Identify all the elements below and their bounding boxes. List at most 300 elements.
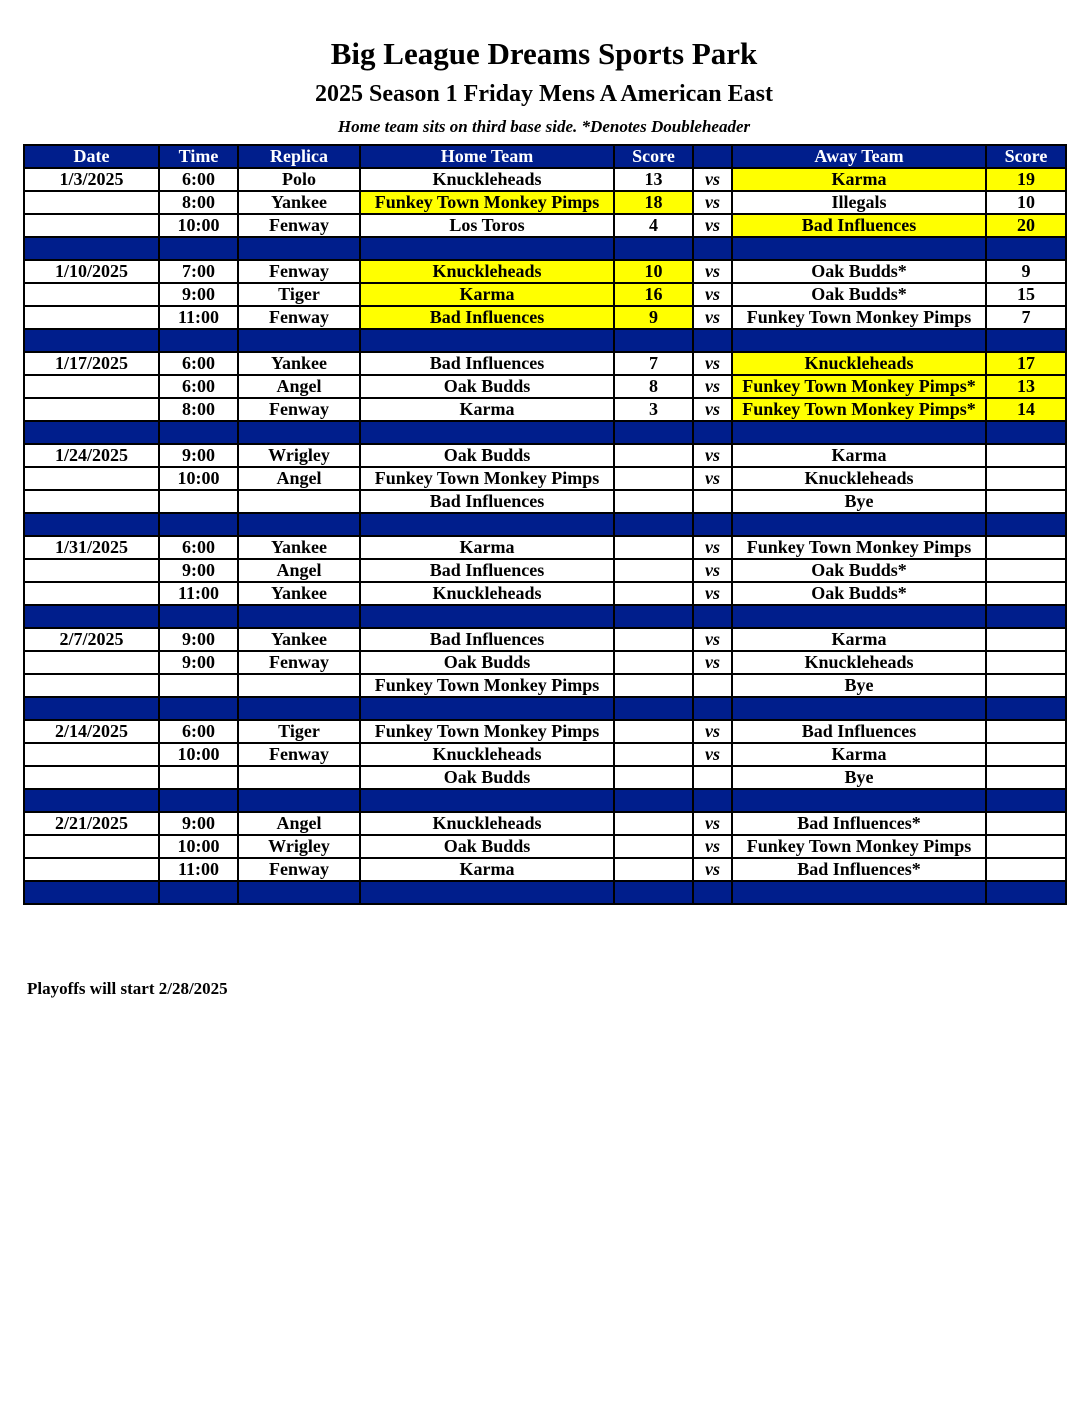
date-cell — [24, 467, 159, 490]
time-cell: 9:00 — [159, 559, 238, 582]
separator-cell — [238, 605, 360, 628]
separator-cell — [693, 513, 732, 536]
home-score-cell — [614, 674, 693, 697]
separator-cell — [360, 329, 614, 352]
separator-cell — [693, 237, 732, 260]
replica-cell — [238, 674, 360, 697]
table-row — [24, 559, 1066, 582]
separator-cell — [360, 237, 614, 260]
home-score-cell — [614, 766, 693, 789]
home-score-cell — [614, 536, 693, 559]
replica-cell: Fenway — [238, 306, 360, 329]
replica-cell: Yankee — [238, 352, 360, 375]
separator-cell — [24, 421, 159, 444]
col-header-date: Date — [24, 145, 159, 168]
table-row — [24, 467, 1066, 490]
separator-cell — [986, 605, 1066, 628]
date-cell: 1/31/2025 — [24, 536, 159, 559]
away-team-cell: Bad Influences — [732, 720, 986, 743]
away-team-cell: Karma — [732, 628, 986, 651]
separator-row — [24, 513, 1066, 536]
date-cell — [24, 582, 159, 605]
date-cell — [24, 375, 159, 398]
away-team-cell: Illegals — [732, 191, 986, 214]
home-team-cell: Oak Budds — [360, 444, 614, 467]
vs-cell: vs — [693, 743, 732, 766]
away-score-cell — [986, 490, 1066, 513]
replica-cell: Yankee — [238, 191, 360, 214]
separator-cell — [360, 421, 614, 444]
separator-cell — [614, 513, 693, 536]
separator-cell — [159, 605, 238, 628]
replica-cell: Yankee — [238, 628, 360, 651]
table-row — [24, 536, 1066, 559]
replica-cell — [238, 766, 360, 789]
home-score-cell — [614, 559, 693, 582]
separator-cell — [693, 697, 732, 720]
separator-cell — [986, 697, 1066, 720]
home-team-cell: Knuckleheads — [360, 812, 614, 835]
home-team-cell: Funkey Town Monkey Pimps — [360, 720, 614, 743]
vs-cell: vs — [693, 536, 732, 559]
separator-cell — [159, 697, 238, 720]
replica-cell: Fenway — [238, 214, 360, 237]
replica-cell: Angel — [238, 467, 360, 490]
away-score-cell: 9 — [986, 260, 1066, 283]
home-team-cell: Los Toros — [360, 214, 614, 237]
away-score-cell — [986, 812, 1066, 835]
separator-cell — [238, 421, 360, 444]
home-team-cell: Funkey Town Monkey Pimps — [360, 674, 614, 697]
separator-row — [24, 605, 1066, 628]
home-score-cell — [614, 490, 693, 513]
away-score-cell: 17 — [986, 352, 1066, 375]
away-score-cell — [986, 582, 1066, 605]
replica-cell: Wrigley — [238, 835, 360, 858]
vs-cell — [693, 490, 732, 513]
date-cell: 1/3/2025 — [24, 168, 159, 191]
time-cell — [159, 766, 238, 789]
vs-cell: vs — [693, 444, 732, 467]
table-row — [24, 283, 1066, 306]
separator-row — [24, 421, 1066, 444]
separator-cell — [986, 881, 1066, 904]
separator-cell — [732, 329, 986, 352]
time-cell: 10:00 — [159, 214, 238, 237]
table-row — [24, 628, 1066, 651]
vs-cell: vs — [693, 398, 732, 421]
home-score-cell — [614, 812, 693, 835]
away-score-cell: 14 — [986, 398, 1066, 421]
separator-cell — [360, 789, 614, 812]
time-cell: 10:00 — [159, 835, 238, 858]
vs-cell: vs — [693, 375, 732, 398]
table-row — [24, 444, 1066, 467]
separator-cell — [732, 789, 986, 812]
separator-cell — [24, 697, 159, 720]
separator-cell — [360, 881, 614, 904]
date-cell — [24, 743, 159, 766]
vs-cell: vs — [693, 835, 732, 858]
home-score-cell: 16 — [614, 283, 693, 306]
home-team-cell: Bad Influences — [360, 306, 614, 329]
home-team-cell: Knuckleheads — [360, 743, 614, 766]
home-team-cell: Knuckleheads — [360, 582, 614, 605]
away-score-cell: 7 — [986, 306, 1066, 329]
separator-cell — [693, 329, 732, 352]
home-team-cell: Bad Influences — [360, 628, 614, 651]
time-cell: 9:00 — [159, 651, 238, 674]
vs-cell: vs — [693, 720, 732, 743]
separator-cell — [614, 881, 693, 904]
separator-cell — [159, 881, 238, 904]
replica-cell: Angel — [238, 559, 360, 582]
table-row — [24, 858, 1066, 881]
col-header-away-team: Away Team — [732, 145, 986, 168]
home-team-cell: Funkey Town Monkey Pimps — [360, 467, 614, 490]
replica-cell: Yankee — [238, 582, 360, 605]
table-row — [24, 168, 1066, 191]
away-score-cell — [986, 858, 1066, 881]
date-cell — [24, 674, 159, 697]
away-score-cell — [986, 467, 1066, 490]
table-row — [24, 306, 1066, 329]
separator-row — [24, 697, 1066, 720]
date-cell: 1/24/2025 — [24, 444, 159, 467]
date-cell — [24, 858, 159, 881]
home-score-cell — [614, 858, 693, 881]
away-score-cell — [986, 835, 1066, 858]
replica-cell: Tiger — [238, 720, 360, 743]
home-score-cell: 8 — [614, 375, 693, 398]
home-score-cell: 4 — [614, 214, 693, 237]
separator-cell — [238, 789, 360, 812]
col-header-replica: Replica — [238, 145, 360, 168]
away-score-cell — [986, 651, 1066, 674]
time-cell: 9:00 — [159, 812, 238, 835]
separator-cell — [732, 421, 986, 444]
home-score-cell — [614, 743, 693, 766]
separator-cell — [614, 421, 693, 444]
separator-cell — [159, 237, 238, 260]
separator-cell — [986, 421, 1066, 444]
separator-cell — [732, 697, 986, 720]
away-team-cell: Funkey Town Monkey Pimps* — [732, 398, 986, 421]
home-team-cell: Funkey Town Monkey Pimps — [360, 191, 614, 214]
away-team-cell: Karma — [732, 444, 986, 467]
col-header-away-score: Score — [986, 145, 1066, 168]
home-score-cell: 18 — [614, 191, 693, 214]
time-cell — [159, 490, 238, 513]
separator-cell — [159, 789, 238, 812]
away-score-cell — [986, 628, 1066, 651]
home-score-cell — [614, 835, 693, 858]
time-cell: 6:00 — [159, 536, 238, 559]
date-cell: 2/14/2025 — [24, 720, 159, 743]
home-team-cell: Bad Influences — [360, 490, 614, 513]
away-team-cell: Funkey Town Monkey Pimps — [732, 536, 986, 559]
home-score-cell — [614, 720, 693, 743]
home-score-cell — [614, 628, 693, 651]
away-team-cell: Bye — [732, 674, 986, 697]
away-team-cell: Bye — [732, 766, 986, 789]
replica-cell: Fenway — [238, 260, 360, 283]
date-cell — [24, 283, 159, 306]
separator-row — [24, 881, 1066, 904]
home-team-cell: Knuckleheads — [360, 168, 614, 191]
away-team-cell: Oak Budds* — [732, 559, 986, 582]
home-team-cell: Oak Budds — [360, 651, 614, 674]
time-cell — [159, 674, 238, 697]
separator-cell — [24, 881, 159, 904]
away-team-cell: Knuckleheads — [732, 352, 986, 375]
vs-cell: vs — [693, 559, 732, 582]
home-team-cell: Oak Budds — [360, 766, 614, 789]
separator-cell — [732, 237, 986, 260]
away-score-cell: 13 — [986, 375, 1066, 398]
date-cell — [24, 306, 159, 329]
away-score-cell — [986, 720, 1066, 743]
vs-cell: vs — [693, 214, 732, 237]
table-row — [24, 720, 1066, 743]
home-team-cell: Bad Influences — [360, 559, 614, 582]
col-header-home-team: Home Team — [360, 145, 614, 168]
separator-cell — [238, 881, 360, 904]
separator-cell — [159, 421, 238, 444]
time-cell: 6:00 — [159, 352, 238, 375]
table-row — [24, 674, 1066, 697]
away-team-cell: Karma — [732, 743, 986, 766]
date-cell: 1/17/2025 — [24, 352, 159, 375]
separator-cell — [159, 329, 238, 352]
separator-cell — [732, 513, 986, 536]
time-cell: 11:00 — [159, 858, 238, 881]
schedule-note: Home team sits on third base side. *Denotes Doubleheader — [337, 117, 751, 136]
replica-cell: Fenway — [238, 858, 360, 881]
replica-cell: Angel — [238, 375, 360, 398]
separator-cell — [238, 237, 360, 260]
vs-cell: vs — [693, 306, 732, 329]
away-score-cell: 15 — [986, 283, 1066, 306]
col-header-time: Time — [159, 145, 238, 168]
date-cell — [24, 214, 159, 237]
replica-cell: Fenway — [238, 651, 360, 674]
separator-cell — [238, 513, 360, 536]
table-row — [24, 835, 1066, 858]
separator-cell — [24, 329, 159, 352]
separator-cell — [24, 605, 159, 628]
away-score-cell — [986, 674, 1066, 697]
away-team-cell: Bad Influences — [732, 214, 986, 237]
replica-cell: Wrigley — [238, 444, 360, 467]
table-row — [24, 812, 1066, 835]
away-team-cell: Oak Budds* — [732, 582, 986, 605]
replica-cell — [238, 490, 360, 513]
separator-cell — [24, 789, 159, 812]
date-cell — [24, 191, 159, 214]
separator-cell — [238, 697, 360, 720]
date-cell: 2/7/2025 — [24, 628, 159, 651]
away-team-cell: Funkey Town Monkey Pimps — [732, 835, 986, 858]
replica-cell: Tiger — [238, 283, 360, 306]
schedule-table — [23, 144, 1067, 905]
home-team-cell: Knuckleheads — [360, 260, 614, 283]
separator-cell — [693, 421, 732, 444]
away-score-cell — [986, 536, 1066, 559]
col-header-vs — [693, 145, 732, 168]
time-cell: 8:00 — [159, 398, 238, 421]
table-row — [24, 352, 1066, 375]
separator-cell — [614, 329, 693, 352]
vs-cell — [693, 674, 732, 697]
away-team-cell: Karma — [732, 168, 986, 191]
table-row — [24, 490, 1066, 513]
separator-cell — [693, 605, 732, 628]
away-team-cell: Oak Budds* — [732, 283, 986, 306]
away-score-cell — [986, 444, 1066, 467]
vs-cell: vs — [693, 582, 732, 605]
time-cell: 6:00 — [159, 720, 238, 743]
separator-cell — [360, 697, 614, 720]
table-row — [24, 743, 1066, 766]
home-score-cell: 9 — [614, 306, 693, 329]
table-row — [24, 651, 1066, 674]
separator-row — [24, 329, 1066, 352]
vs-cell: vs — [693, 283, 732, 306]
away-team-cell: Knuckleheads — [732, 651, 986, 674]
col-header-home-score: Score — [614, 145, 693, 168]
separator-cell — [614, 789, 693, 812]
home-score-cell: 3 — [614, 398, 693, 421]
table-row — [24, 766, 1066, 789]
away-team-cell: Bad Influences* — [732, 812, 986, 835]
date-cell — [24, 835, 159, 858]
separator-cell — [614, 237, 693, 260]
page-title: Big League Dreams Sports Park — [330, 36, 758, 71]
away-score-cell — [986, 766, 1066, 789]
table-row — [24, 260, 1066, 283]
home-score-cell — [614, 651, 693, 674]
separator-cell — [614, 697, 693, 720]
home-team-cell: Bad Influences — [360, 352, 614, 375]
vs-cell: vs — [693, 858, 732, 881]
table-header-row — [24, 145, 1066, 168]
away-score-cell: 20 — [986, 214, 1066, 237]
home-score-cell: 13 — [614, 168, 693, 191]
time-cell: 6:00 — [159, 375, 238, 398]
separator-cell — [159, 513, 238, 536]
date-cell — [24, 559, 159, 582]
away-team-cell: Funkey Town Monkey Pimps* — [732, 375, 986, 398]
table-row — [24, 398, 1066, 421]
time-cell: 9:00 — [159, 444, 238, 467]
vs-cell: vs — [693, 191, 732, 214]
separator-cell — [732, 605, 986, 628]
schedule-body — [24, 168, 1066, 904]
away-team-cell: Bad Influences* — [732, 858, 986, 881]
separator-row — [24, 237, 1066, 260]
time-cell: 11:00 — [159, 306, 238, 329]
table-row — [24, 191, 1066, 214]
separator-cell — [732, 881, 986, 904]
page-subtitle: 2025 Season 1 Friday Mens A American East — [314, 81, 773, 107]
home-score-cell — [614, 582, 693, 605]
separator-cell — [986, 789, 1066, 812]
replica-cell: Yankee — [238, 536, 360, 559]
separator-cell — [24, 237, 159, 260]
time-cell: 6:00 — [159, 168, 238, 191]
vs-cell: vs — [693, 352, 732, 375]
separator-cell — [986, 329, 1066, 352]
away-team-cell: Oak Budds* — [732, 260, 986, 283]
home-team-cell: Karma — [360, 858, 614, 881]
home-score-cell — [614, 467, 693, 490]
table-row — [24, 375, 1066, 398]
date-cell — [24, 490, 159, 513]
separator-cell — [24, 513, 159, 536]
time-cell: 7:00 — [159, 260, 238, 283]
home-team-cell: Karma — [360, 398, 614, 421]
vs-cell: vs — [693, 168, 732, 191]
vs-cell: vs — [693, 812, 732, 835]
home-team-cell: Oak Budds — [360, 835, 614, 858]
playoffs-note: Playoffs will start 2/28/2025 — [27, 979, 228, 998]
date-cell: 2/21/2025 — [24, 812, 159, 835]
replica-cell: Fenway — [238, 398, 360, 421]
separator-cell — [614, 605, 693, 628]
vs-cell: vs — [693, 260, 732, 283]
vs-cell: vs — [693, 651, 732, 674]
home-team-cell: Karma — [360, 536, 614, 559]
home-score-cell: 7 — [614, 352, 693, 375]
replica-cell: Angel — [238, 812, 360, 835]
table-row — [24, 214, 1066, 237]
away-score-cell: 19 — [986, 168, 1066, 191]
separator-cell — [360, 513, 614, 536]
separator-cell — [693, 881, 732, 904]
vs-cell — [693, 766, 732, 789]
home-score-cell — [614, 444, 693, 467]
replica-cell: Polo — [238, 168, 360, 191]
home-score-cell: 10 — [614, 260, 693, 283]
time-cell: 10:00 — [159, 467, 238, 490]
away-team-cell: Bye — [732, 490, 986, 513]
separator-cell — [238, 329, 360, 352]
away-score-cell: 10 — [986, 191, 1066, 214]
separator-cell — [986, 513, 1066, 536]
vs-cell: vs — [693, 467, 732, 490]
date-cell — [24, 766, 159, 789]
replica-cell: Fenway — [238, 743, 360, 766]
away-team-cell: Funkey Town Monkey Pimps — [732, 306, 986, 329]
time-cell: 11:00 — [159, 582, 238, 605]
time-cell: 10:00 — [159, 743, 238, 766]
away-score-cell — [986, 743, 1066, 766]
home-team-cell: Karma — [360, 283, 614, 306]
separator-cell — [986, 237, 1066, 260]
time-cell: 9:00 — [159, 628, 238, 651]
time-cell: 8:00 — [159, 191, 238, 214]
away-score-cell — [986, 559, 1066, 582]
vs-cell: vs — [693, 628, 732, 651]
away-team-cell: Knuckleheads — [732, 467, 986, 490]
date-cell: 1/10/2025 — [24, 260, 159, 283]
table-row — [24, 582, 1066, 605]
date-cell — [24, 651, 159, 674]
separator-cell — [360, 605, 614, 628]
home-team-cell: Oak Budds — [360, 375, 614, 398]
separator-cell — [693, 789, 732, 812]
